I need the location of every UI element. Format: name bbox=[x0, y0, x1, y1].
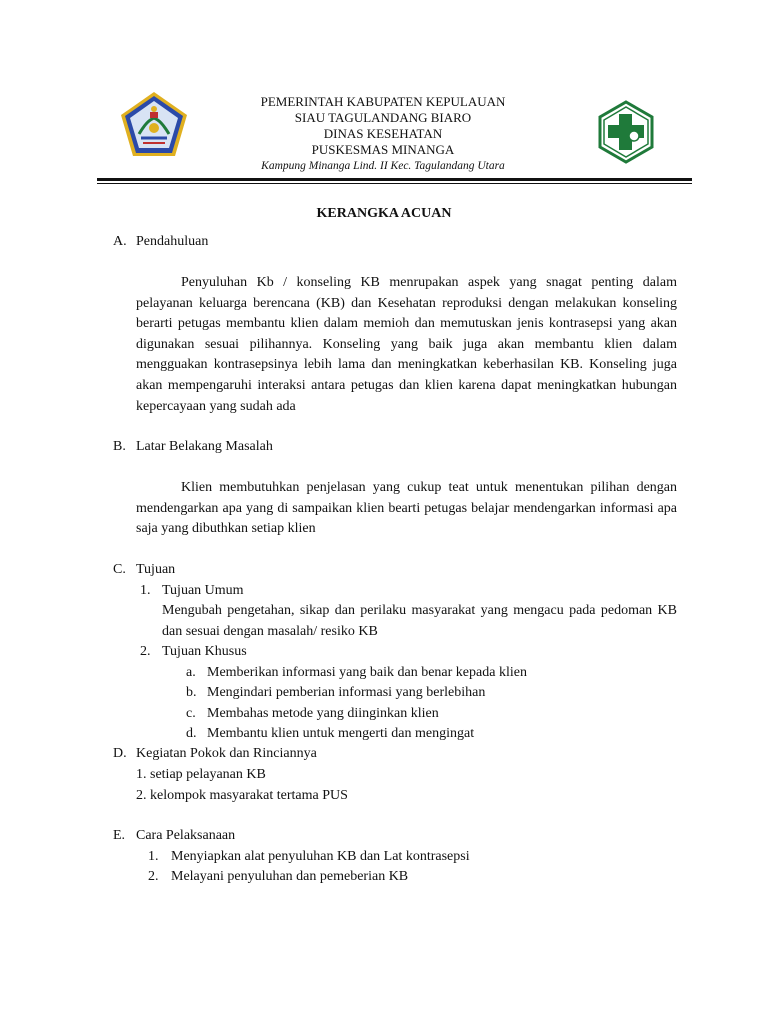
tujuan-umum-marker: 1. bbox=[140, 583, 151, 598]
tujuan-umum-heading: Tujuan Umum bbox=[162, 583, 244, 598]
section-c-marker: C. bbox=[113, 562, 126, 577]
tujuan-khusus-heading: Tujuan Khusus bbox=[162, 644, 247, 659]
section-b-marker: B. bbox=[113, 439, 126, 454]
tujuan-umum-body: Mengubah pengetahan, sikap dan perilaku masyarakat yang mengacu pada pedoman KB dan sesuai dengan masalah/ resiko KB bbox=[162, 603, 677, 639]
section-a-body: Penyuluhan Kb / konseling KB menrupakan aspek yang snagat penting dalam pelayanan keluarga berencana (KB) dan Kesehatan reproduksi dengan melakukan konseling berarti petugas membantu klien dalam memioh dan memutuskan jenis kontrasepsi yang akan digunakan sesuai pilihannya. Konseling yang baik juga akan membantu klien dalam mengguakan kontrasepsinya lebih lama dan meningkatkan keberhasilan KB. Konseling juga akan mempengaruhi interaksi antara petugas dan klien karena dapat meningkatkan hubungan kepercayaan yang sudah ada bbox=[136, 275, 677, 414]
list-item-marker: 1. bbox=[148, 849, 159, 864]
list-item: Melayani penyuluhan dan pemeberian KB bbox=[171, 869, 409, 884]
letterhead-line3: DINAS KESEHATAN bbox=[323, 126, 443, 141]
section-b-paragraph bbox=[136, 478, 677, 540]
section-d-heading: Kegiatan Pokok dan Rinciannya bbox=[136, 746, 317, 761]
section-c-heading: Tujuan bbox=[136, 562, 176, 577]
section-b-heading: Latar Belakang Masalah bbox=[136, 439, 273, 454]
document-title: KERANGKA ACUAN bbox=[316, 206, 452, 221]
section-b-body: Klien membutuhkan penjelasan yang cukup teat untuk menentukan pilihan dengan mendengarkan apa yang di sampaikan klien bearti petugas belajar mendengarkan informasi apa saja yang dibuthkan setiap klien bbox=[136, 480, 677, 537]
section-a-paragraph bbox=[136, 273, 677, 417]
list-item-marker: c. bbox=[186, 706, 196, 721]
regency-emblem-icon bbox=[119, 90, 189, 158]
letterhead-rule bbox=[97, 178, 692, 181]
list-item: Memberikan informasi yang baik dan benar kepada klien bbox=[207, 665, 527, 680]
list-item: Mengindari pemberian informasi yang berlebihan bbox=[207, 685, 486, 700]
list-item: 2. kelompok masyarakat tertama PUS bbox=[136, 788, 348, 803]
section-d-marker: D. bbox=[113, 746, 127, 761]
puskesmas-cross-icon bbox=[597, 100, 655, 164]
letterhead-address: Kampung Minanga Lind. II Kec. Tagulandang Utara bbox=[261, 160, 505, 172]
list-item: Menyiapkan alat penyuluhan KB dan Lat kontrasepsi bbox=[171, 849, 470, 864]
letterhead-rule-thin bbox=[97, 183, 692, 184]
list-item-marker: 2. bbox=[148, 869, 159, 884]
section-e-marker: E. bbox=[113, 828, 126, 843]
list-item: 1. setiap pelayanan KB bbox=[136, 767, 266, 782]
list-item-marker: d. bbox=[186, 726, 197, 741]
letterhead-line1: PEMERINTAH KABUPATEN KEPULAUAN bbox=[260, 94, 506, 109]
letterhead-line2: SIAU TAGULANDANG BIARO bbox=[294, 110, 472, 125]
letterhead-line4: PUSKESMAS MINANGA bbox=[311, 142, 455, 157]
tujuan-khusus-marker: 2. bbox=[140, 644, 151, 659]
section-e-heading: Cara Pelaksanaan bbox=[136, 828, 236, 843]
list-item: Membantu klien untuk mengerti dan mengingat bbox=[207, 726, 475, 741]
list-item-marker: a. bbox=[186, 665, 196, 680]
list-item: Membahas metode yang diinginkan klien bbox=[207, 706, 439, 721]
list-item-marker: b. bbox=[186, 685, 197, 700]
section-a-marker: A. bbox=[113, 234, 127, 249]
section-a-heading: Pendahuluan bbox=[136, 234, 209, 249]
